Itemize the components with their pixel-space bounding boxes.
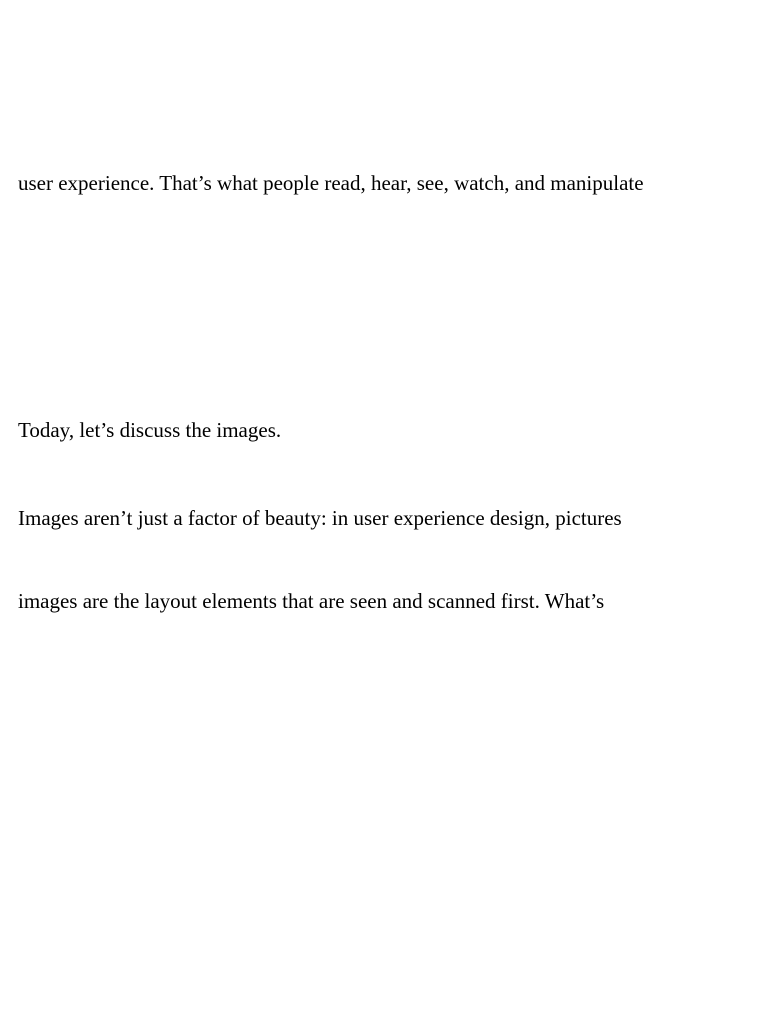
text-line-4: images are the layout elements that are seen and scanned first. What’s	[18, 589, 605, 613]
text-line-2: Today, let’s discuss the images.	[18, 418, 282, 442]
text-line-3: Images aren’t just a factor of beauty: in user experience design, pictures	[18, 506, 622, 530]
text-line-1: user experience. That’s what people read, hear, see, watch, and manipulate	[18, 171, 644, 195]
